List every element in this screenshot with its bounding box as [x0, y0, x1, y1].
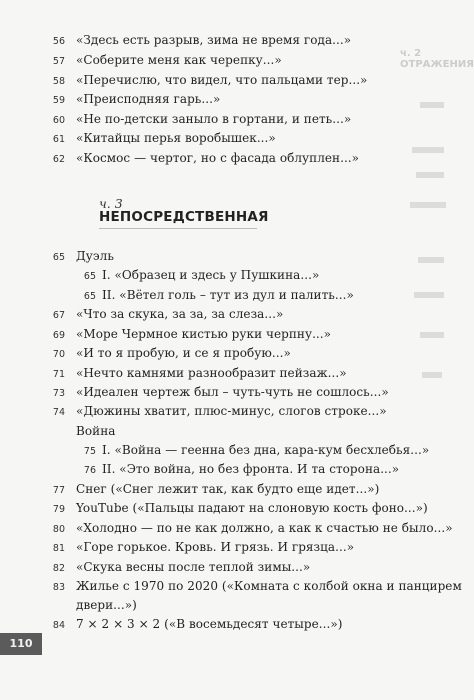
entry-title: «Дюжины хватит, плюс-минус, слогов строке...»	[76, 404, 387, 418]
entry-page-number: 80	[52, 524, 65, 535]
contents-entry	[43, 92, 220, 106]
contents-entry	[43, 112, 351, 126]
contents-subentry	[74, 268, 319, 282]
entry-title: Война	[76, 424, 116, 438]
entry-page-number: 74	[52, 407, 65, 418]
entry-page-number: 57	[52, 56, 65, 67]
entry-page-number: 81	[52, 543, 65, 554]
contents-entry	[43, 540, 354, 554]
contents-entry	[43, 501, 428, 515]
entry-title: YouTube («Пальцы падают на слоновую кость фоно...»)	[76, 501, 428, 515]
entry-title: «Китайцы перья воробышек...»	[76, 131, 276, 145]
entry-title: двери...»)	[76, 598, 137, 612]
entry-page-number: 76	[83, 465, 96, 476]
contents-entry	[43, 33, 351, 47]
entry-title: 7 × 2 × 3 × 2 («В восемьдесят четыре...»)	[76, 617, 343, 631]
entry-page-number: 73	[52, 388, 65, 399]
entry-title: «Холодно — по не как должно, а как к счастью не было...»	[76, 521, 453, 535]
entry-title: «Перечислю, что видел, что пальцами тер...»	[76, 73, 368, 87]
entry-page-number: 79	[52, 504, 65, 515]
contents-entry	[43, 598, 137, 612]
entry-page-number: 67	[52, 310, 65, 321]
contents-entry	[43, 249, 114, 263]
contents-entry	[43, 327, 331, 341]
contents-entry	[43, 346, 291, 360]
entry-page-number: 83	[52, 582, 65, 593]
contents-subentry	[74, 288, 354, 302]
entry-page-number: 65	[83, 271, 96, 282]
section-title: НЕПОСРЕДСТВЕННАЯ	[99, 209, 269, 225]
entry-page-number: 62	[52, 154, 65, 165]
contents-entry	[43, 521, 453, 535]
entry-title: «И то я пробую, и се я пробую...»	[76, 346, 291, 360]
section-divider	[99, 228, 257, 229]
entry-page-number: 69	[52, 330, 65, 341]
entry-page-number: 61	[52, 134, 65, 145]
contents-entry	[43, 560, 310, 574]
contents-entry	[43, 482, 379, 496]
entry-title: «Что за скука, за за, за слеза...»	[76, 307, 284, 321]
contents-entry	[43, 73, 367, 87]
entry-page-number: 65	[83, 291, 96, 302]
contents-entry	[43, 366, 347, 380]
entry-page-number: 59	[52, 95, 65, 106]
entry-page-number: 56	[52, 36, 65, 47]
contents-entry	[43, 151, 359, 165]
entry-title: Жилье с 1970 по 2020 («Комната с колбой окна и панцирем	[76, 579, 462, 593]
entry-title: «Море Чермное кистью руки черпну...»	[76, 327, 332, 341]
entry-title: II. «Вётел голь – тут из дул и палить...»	[102, 288, 354, 302]
contents-subentry	[74, 462, 399, 476]
entry-title: Дуэль	[76, 249, 114, 263]
bleed-through-text	[392, 42, 474, 442]
entry-page-number: 82	[52, 563, 65, 574]
contents-entry	[43, 385, 389, 399]
entry-page-number: 60	[52, 115, 65, 126]
entry-page-number: 58	[52, 76, 65, 87]
entry-title: «Идеален чертеж был – чуть-чуть не сошлось...»	[76, 385, 389, 399]
entry-title: «Горе горькое. Кровь. И грязь. И грязца...»	[76, 540, 355, 554]
contents-entry	[43, 424, 115, 438]
entry-page-number: 70	[52, 349, 65, 360]
entry-title: I. «Война — геенна без дна, кара-кум бесхлебья...»	[102, 443, 430, 457]
contents-entry	[43, 617, 343, 631]
entry-title: «Здесь есть разрыв, зима не время года...»	[76, 33, 352, 47]
entry-title: «Скука весны после теплой зимы...»	[76, 560, 311, 574]
entry-title: «Нечто камнями разнообразит пейзаж...»	[76, 366, 347, 380]
entry-title: Снег («Снег лежит так, как будто еще идет...»)	[76, 482, 380, 496]
contents-entry	[43, 579, 462, 593]
contents-entry	[43, 53, 282, 67]
entry-title: II. «Это война, но без фронта. И та сторона...»	[102, 462, 400, 476]
page-number: 110	[0, 633, 42, 655]
entry-title: I. «Образец и здесь у Пушкина...»	[102, 268, 320, 282]
entry-title: «Не по-детски заныло в гортани, и петь...»	[76, 112, 352, 126]
contents-entry	[43, 307, 283, 321]
entry-title: «Космос — чертог, но с фасада облуплен...»	[76, 151, 360, 165]
entry-title: «Соберите меня как черепку...»	[76, 53, 282, 67]
entry-page-number: 84	[52, 620, 65, 631]
entry-title: «Преисподняя гарь...»	[76, 92, 221, 106]
bleed-through-title: ч. 2 ОТРАЖЕНИЯ	[400, 48, 474, 70]
section-label: ч. 3	[99, 196, 123, 211]
entry-page-number: 75	[83, 446, 96, 457]
contents-entry	[43, 404, 387, 418]
entry-page-number: 71	[52, 369, 65, 380]
contents-entry	[43, 131, 276, 145]
contents-subentry	[74, 443, 429, 457]
entry-page-number: 65	[52, 252, 65, 263]
entry-page-number: 77	[52, 485, 65, 496]
